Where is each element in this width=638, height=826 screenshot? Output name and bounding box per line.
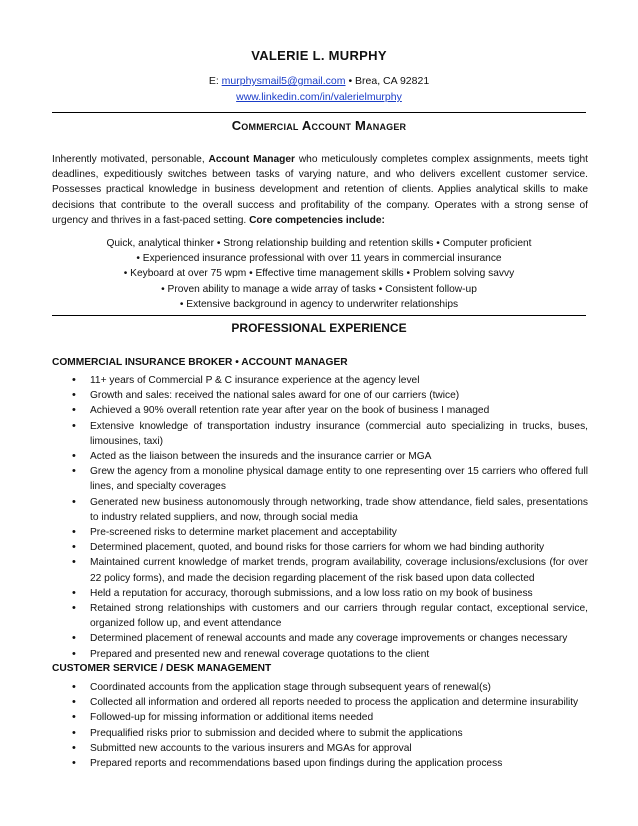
email-link[interactable]: murphysmail5@gmail.com xyxy=(221,75,346,87)
list-item: • Determined placement, quoted, and bound risks for those carriers for whom we had binding authority xyxy=(52,540,588,555)
contact-line xyxy=(0,75,638,87)
section-divider xyxy=(52,315,586,316)
list-item: • Grew the agency from a monoline physical damage entity to one representing over 15 carriers who offered full lines, and specialty coverages xyxy=(52,464,588,494)
summary-text-1: Inherently motivated, personable, xyxy=(52,154,209,165)
list-item: • Prequalified risks prior to submission and decided where to submit the applications xyxy=(52,726,588,741)
competency-line: • Extensive background in agency to underwriter relationships xyxy=(179,298,459,310)
role-heading-broker: COMMERCIAL INSURANCE BROKER • ACCOUNT MANAGER xyxy=(52,357,348,368)
competencies-block xyxy=(52,236,586,312)
list-item: • Extensive knowledge of transportation industry insurance (commercial auto specializing in trucks, buses, limousines, taxi) xyxy=(52,419,588,449)
list-item: • Achieved a 90% overall retention rate year after year on the book of business I managed xyxy=(52,403,588,418)
summary-text-2: who meticulously completes complex assignments, meets tight deadlines, expeditiously switches between tasks of varying nature, and who delivers excellent customer service. Possesses practical knowledge in business development and retention of clients. Applies analytical skills to make decisions that contribute to the overall success and profitability of the company. Operates with a strong sense of urgency and thrives in a fast-paced setting. xyxy=(52,154,588,226)
list-item: • Followed-up for missing information or additional items needed xyxy=(52,710,588,725)
list-item: • Retained strong relationships with customers and our carriers through regular contact, exceptional service, organized follow up, and event attendance xyxy=(52,601,588,631)
summary-bold-1: Account Manager xyxy=(208,154,295,165)
role-heading-customer-service: CUSTOMER SERVICE / DESK MANAGEMENT xyxy=(52,663,272,674)
list-item: • Growth and sales: received the national sales award for one of our carriers (twice) xyxy=(52,388,588,403)
linkedin-line xyxy=(0,91,638,103)
list-item: • Collected all information and ordered all reports needed to process the application and determine insurability xyxy=(52,695,588,710)
list-item: • Submitted new accounts to the various insurers and MGAs for approval xyxy=(52,741,588,756)
experience-heading: PROFESSIONAL EXPERIENCE xyxy=(231,321,407,335)
role2-bullet-list xyxy=(52,680,588,771)
list-item: • Generated new business autonomously through networking, trade show attendance, field sales, presentations to industry related suppliers, and now, through social media xyxy=(52,495,588,525)
competency-line: • Experienced insurance professional with over 11 years in commercial insurance xyxy=(136,253,502,265)
competency-line: Quick, analytical thinker • Strong relationship building and retention skills • Computer proficient xyxy=(106,238,532,249)
linkedin-link[interactable]: www.linkedin.com/in/valerielmurphy xyxy=(236,91,402,103)
summary-bold-2: Core competencies include: xyxy=(249,214,385,226)
list-item: • Pre-screened risks to determine market placement and acceptability xyxy=(52,525,588,540)
location-text: • Brea, CA 92821 xyxy=(348,75,430,87)
competency-line: • Proven ability to manage a wide array of tasks • Consistent follow-up xyxy=(161,283,477,295)
list-item: • Coordinated accounts from the application stage through subsequent years of renewal(s) xyxy=(52,680,588,695)
list-item: • Prepared reports and recommendations based upon findings during the application process xyxy=(52,756,588,771)
list-item: • Determined placement of renewal accounts and made any coverage improvements or changes necessary xyxy=(52,631,588,646)
job-title: Commercial Account Manager xyxy=(231,118,407,133)
competency-line: • Keyboard at over 75 wpm • Effective time management skills • Problem solving savvy xyxy=(123,268,515,280)
header-divider xyxy=(52,112,586,113)
list-item: • Held a reputation for accuracy, thorough submissions, and a low loss ratio on my book of business xyxy=(52,586,588,601)
candidate-name: VALERIE L. MURPHY xyxy=(251,48,387,63)
list-item: • 11+ years of Commercial P & C insurance experience at the agency level xyxy=(52,373,588,388)
role1-bullet-list xyxy=(52,373,588,662)
list-item: • Maintained current knowledge of market trends, program availability, coverage inclusions/exclusions (for over 22 policy forms), and made the decision regarding placement of the risk based upon data collected xyxy=(52,555,588,585)
list-item: • Acted as the liaison between the insureds and the insurance carrier or MGA xyxy=(52,449,588,464)
email-label: E: xyxy=(208,75,219,87)
summary-paragraph xyxy=(52,152,588,228)
list-item: • Prepared and presented new and renewal coverage quotations to the client xyxy=(52,647,588,662)
